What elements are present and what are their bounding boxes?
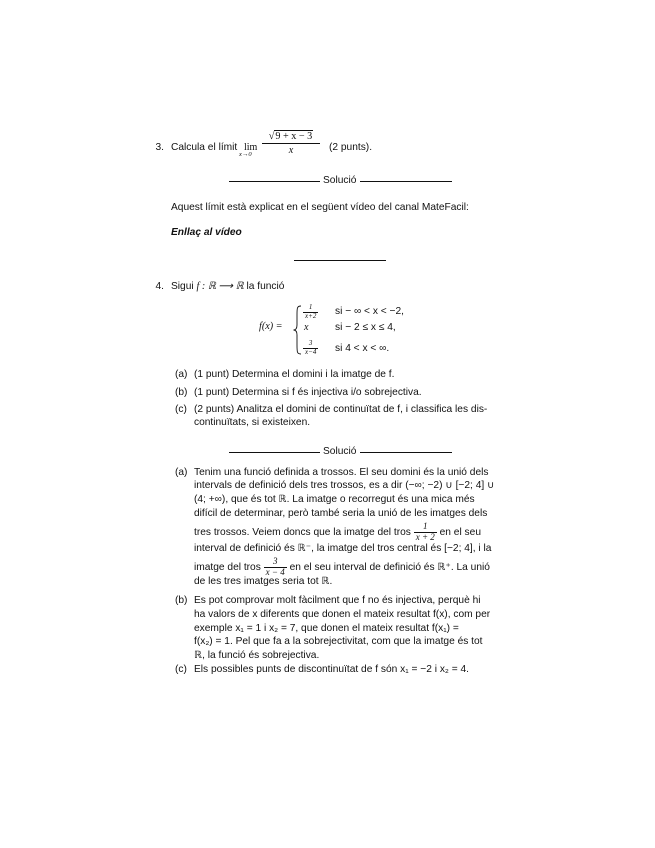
left-brace-icon bbox=[293, 305, 303, 355]
answer-b-line-4: f(x₂) = 1. Pel que fa a la sobrejectivitat, com que la imatge és tot bbox=[194, 636, 483, 647]
answer-b-label: (b) bbox=[175, 595, 188, 606]
intro-word: Sigui bbox=[171, 281, 194, 292]
answer-a-line-5: tres trossos. Veiem doncs que la imatge del tros $\frac{1}{x + 2}$ en el seu bbox=[194, 521, 481, 542]
solution-header-3: Solució bbox=[323, 175, 357, 186]
answer-a-line-2: intervals de definició dels tres trossos, es a dir (−∞; −2) ∪ [−2; 4] ∪ bbox=[194, 480, 495, 491]
answer-a-line-4: difícil de determinar, però també seria la unió de les imatges dels bbox=[194, 508, 488, 519]
end-rule bbox=[294, 260, 386, 261]
limit-denominator: x bbox=[288, 145, 294, 156]
case-2-expr: x bbox=[304, 322, 309, 333]
f-label: f(x) = bbox=[259, 321, 283, 332]
answer-a-line-1: Tenim una funció definida a trossos. El seu domini és la unió dels bbox=[194, 467, 489, 478]
solution-header-4: Solució bbox=[323, 446, 357, 457]
answer-b-line-1: Es pot comprovar molt fàcilment que f no és injectiva, perquè hi bbox=[194, 595, 481, 606]
answer-a-line-7: imatge del tros $\frac{3}{x - 4}$ en el seu interval de definició és ℝ⁺. La unió bbox=[194, 556, 490, 577]
lim-subscript: x→0 bbox=[239, 151, 252, 158]
answer-b-line-5: ℝ, la funció és sobrejectiva. bbox=[194, 650, 320, 661]
limit-numerator: 9 + x − 3 bbox=[275, 131, 313, 142]
problem-4-number: 4. bbox=[155, 281, 164, 292]
answer-a-label: (a) bbox=[175, 467, 188, 478]
intro-map: f : ℝ ⟶ ℝ bbox=[196, 281, 244, 292]
solution-rule-left-4 bbox=[229, 452, 320, 453]
case-3-expr: $\frac{3}{x-4}$ bbox=[305, 339, 317, 356]
case-1-cond: si − ∞ < x < −2, bbox=[335, 306, 404, 317]
video-link[interactable]: Enllaç al vídeo bbox=[171, 227, 242, 238]
part-b-label: (b) bbox=[175, 387, 188, 398]
problem-3-number: 3. bbox=[155, 142, 164, 153]
part-c-text-2: continuïtats, si existeixen. bbox=[194, 417, 311, 428]
solution-rule-left bbox=[229, 181, 320, 182]
intro-suffix: la funció bbox=[246, 281, 285, 292]
part-c-text-1: (2 punts) Analitza el domini de continuïtat de f, i classifica les dis- bbox=[194, 404, 488, 415]
problem-3-statement bbox=[171, 142, 237, 153]
answer-a-line-8: de les tres imatges seria tot ℝ. bbox=[194, 576, 333, 587]
problem-3-explanation: Aquest límit està explicat en el següent vídeo del canal MateFacil: bbox=[171, 202, 469, 213]
answer-c-label: (c) bbox=[175, 664, 187, 675]
solution-rule-right-4 bbox=[360, 452, 452, 453]
limit-fraction bbox=[262, 130, 320, 156]
solution-rule-right bbox=[360, 181, 452, 182]
part-a-label: (a) bbox=[175, 369, 188, 380]
part-b-text: (1 punt) Determina si f és injectiva i/o sobrejectiva. bbox=[194, 387, 422, 398]
case-1-expr: $\frac{1}{x+2}$ bbox=[305, 303, 317, 320]
lim-word: lim bbox=[244, 142, 258, 153]
problem-3-points: (2 punts). bbox=[329, 142, 373, 153]
answer-a-line-6: interval de definició és ℝ⁻, la imatge del tros central és [−2; 4], i la bbox=[194, 543, 492, 554]
answer-b-line-3: exemple x₁ = 1 i x₂ = 7, que donen el mateix resultat f(x₁) = bbox=[194, 623, 459, 634]
answer-c-line-1: Els possibles punts de discontinuïtat de f són x₁ = −2 i x₂ = 4. bbox=[194, 664, 469, 675]
part-c-label: (c) bbox=[175, 404, 187, 415]
answer-b-line-2: ha valors de x diferents que donen el mateix resultat f(x), com per bbox=[194, 609, 491, 620]
case-2-cond: si − 2 ≤ x ≤ 4, bbox=[335, 322, 396, 333]
problem-4-intro bbox=[171, 281, 284, 292]
case-3-cond: si 4 < x < ∞. bbox=[335, 343, 390, 354]
problem-3-prefix: Calcula el límit bbox=[171, 142, 238, 153]
answer-a-line-3: (4; +∞), que és tot ℝ. La imatge o recorregut és una mica més bbox=[194, 494, 475, 505]
part-a-text: (1 punt) Determina el domini i la imatge de f. bbox=[194, 369, 395, 380]
sqrt-icon: √ bbox=[268, 131, 275, 142]
